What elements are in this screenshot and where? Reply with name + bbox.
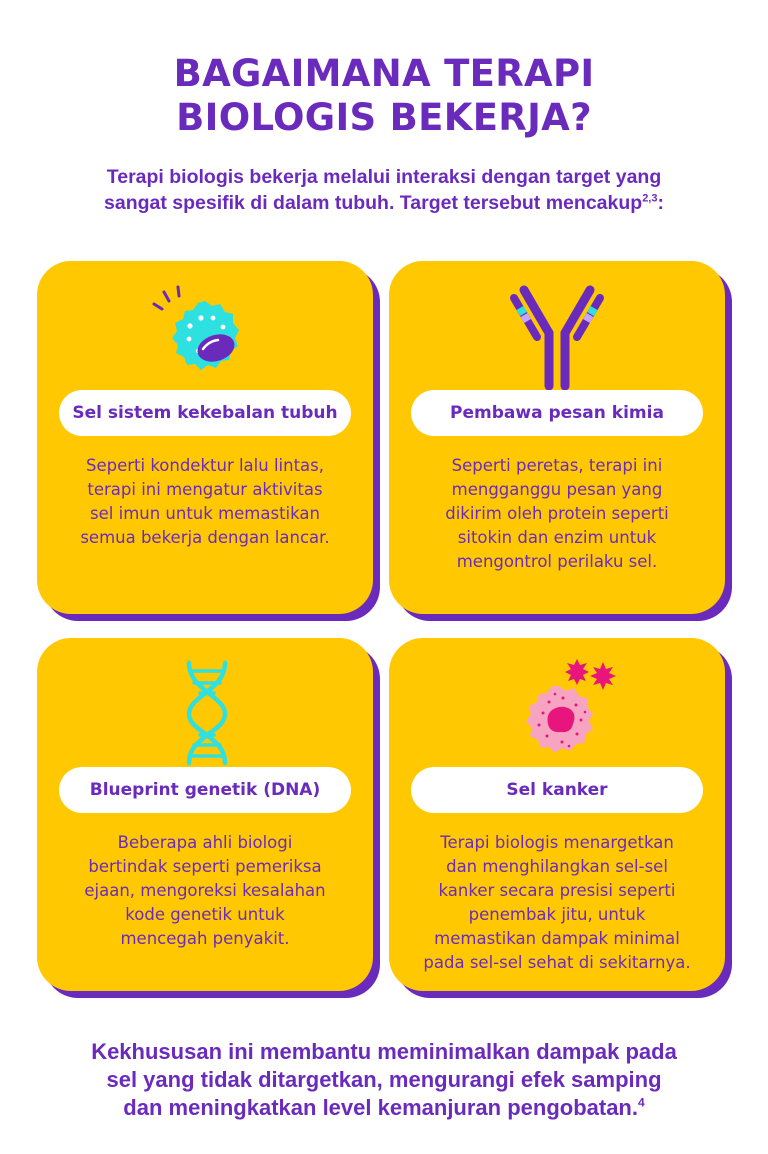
desc-line: semua bekerja dengan lancar. [80, 528, 330, 547]
title-line-2: BIOLOGIS BEKERJA? [176, 96, 592, 139]
desc-line: mencegah penyakit. [120, 929, 290, 948]
footer-line-1: Kekhususan ini membantu meminimalkan dampak pada [91, 1039, 677, 1064]
card-label-pill [59, 390, 351, 436]
card-cancer-cells [389, 638, 725, 991]
card-label: Sel kanker [506, 780, 608, 800]
desc-line: dan menghilangkan sel-sel [446, 857, 668, 876]
page-title [0, 52, 768, 140]
desc-line: Beberapa ahli biologi [117, 833, 293, 852]
immune-cell-icon [145, 281, 265, 391]
intro-line-2: sangat spesifik di dalam tubuh. Target tersebut mencakup [104, 192, 643, 214]
card-description [51, 454, 359, 550]
desc-line: Terapi biologis menargetkan [440, 833, 674, 852]
card-immune-cells [37, 261, 373, 614]
desc-line: sitokin dan enzim untuk [457, 528, 657, 547]
desc-line: penembak jitu, untuk [468, 905, 646, 924]
card-chemical-messengers [389, 261, 725, 614]
desc-line: kanker secara presisi seperti [438, 881, 676, 900]
card-label: Sel sistem kekebalan tubuh [72, 403, 338, 423]
cancer-cell-icon [497, 658, 617, 768]
desc-line: kode genetik untuk [125, 905, 285, 924]
desc-line: Seperti peretas, terapi ini [451, 456, 663, 475]
dna-icon [145, 658, 265, 768]
desc-line: mengontrol perilaku sel. [456, 552, 658, 571]
intro-line-1: Terapi biologis bekerja melalui interaksi dengan target yang [106, 166, 662, 188]
card-description [403, 831, 711, 975]
card-genetic-blueprint [37, 638, 373, 991]
intro-colon: : [657, 192, 664, 214]
desc-line: ejaan, mengoreksi kesalahan [84, 881, 326, 900]
card-label: Blueprint genetik (DNA) [89, 780, 321, 800]
antibody-icon [497, 281, 617, 391]
footer-reference: 4 [638, 1095, 645, 1110]
footer-line-2: sel yang tidak ditargetkan, mengurangi efek samping [106, 1067, 662, 1092]
desc-line: bertindak seperti pemeriksa [88, 857, 322, 876]
desc-line: Seperti kondektur lalu lintas, [85, 456, 325, 475]
card-description [403, 454, 711, 574]
desc-line: pada sel-sel sehat di sekitarnya. [423, 953, 691, 972]
desc-line: sel imun untuk memastikan [90, 504, 320, 523]
footer-text [40, 1038, 728, 1122]
card-label-pill [411, 767, 703, 813]
intro-text [40, 164, 728, 216]
desc-line: mengganggu pesan yang [451, 480, 663, 499]
desc-line: memastikan dampak minimal [434, 929, 680, 948]
desc-line: dikirim oleh protein seperti [445, 504, 669, 523]
card-label-pill [59, 767, 351, 813]
footer-line-3: dan meningkatkan level kemanjuran pengobatan. [123, 1095, 638, 1120]
card-description [51, 831, 359, 951]
card-label-pill [411, 390, 703, 436]
card-label: Pembawa pesan kimia [450, 403, 664, 423]
title-line-1: BAGAIMANA TERAPI [173, 52, 595, 95]
desc-line: terapi ini mengatur aktivitas [87, 480, 323, 499]
intro-reference: 2,3 [642, 192, 658, 205]
